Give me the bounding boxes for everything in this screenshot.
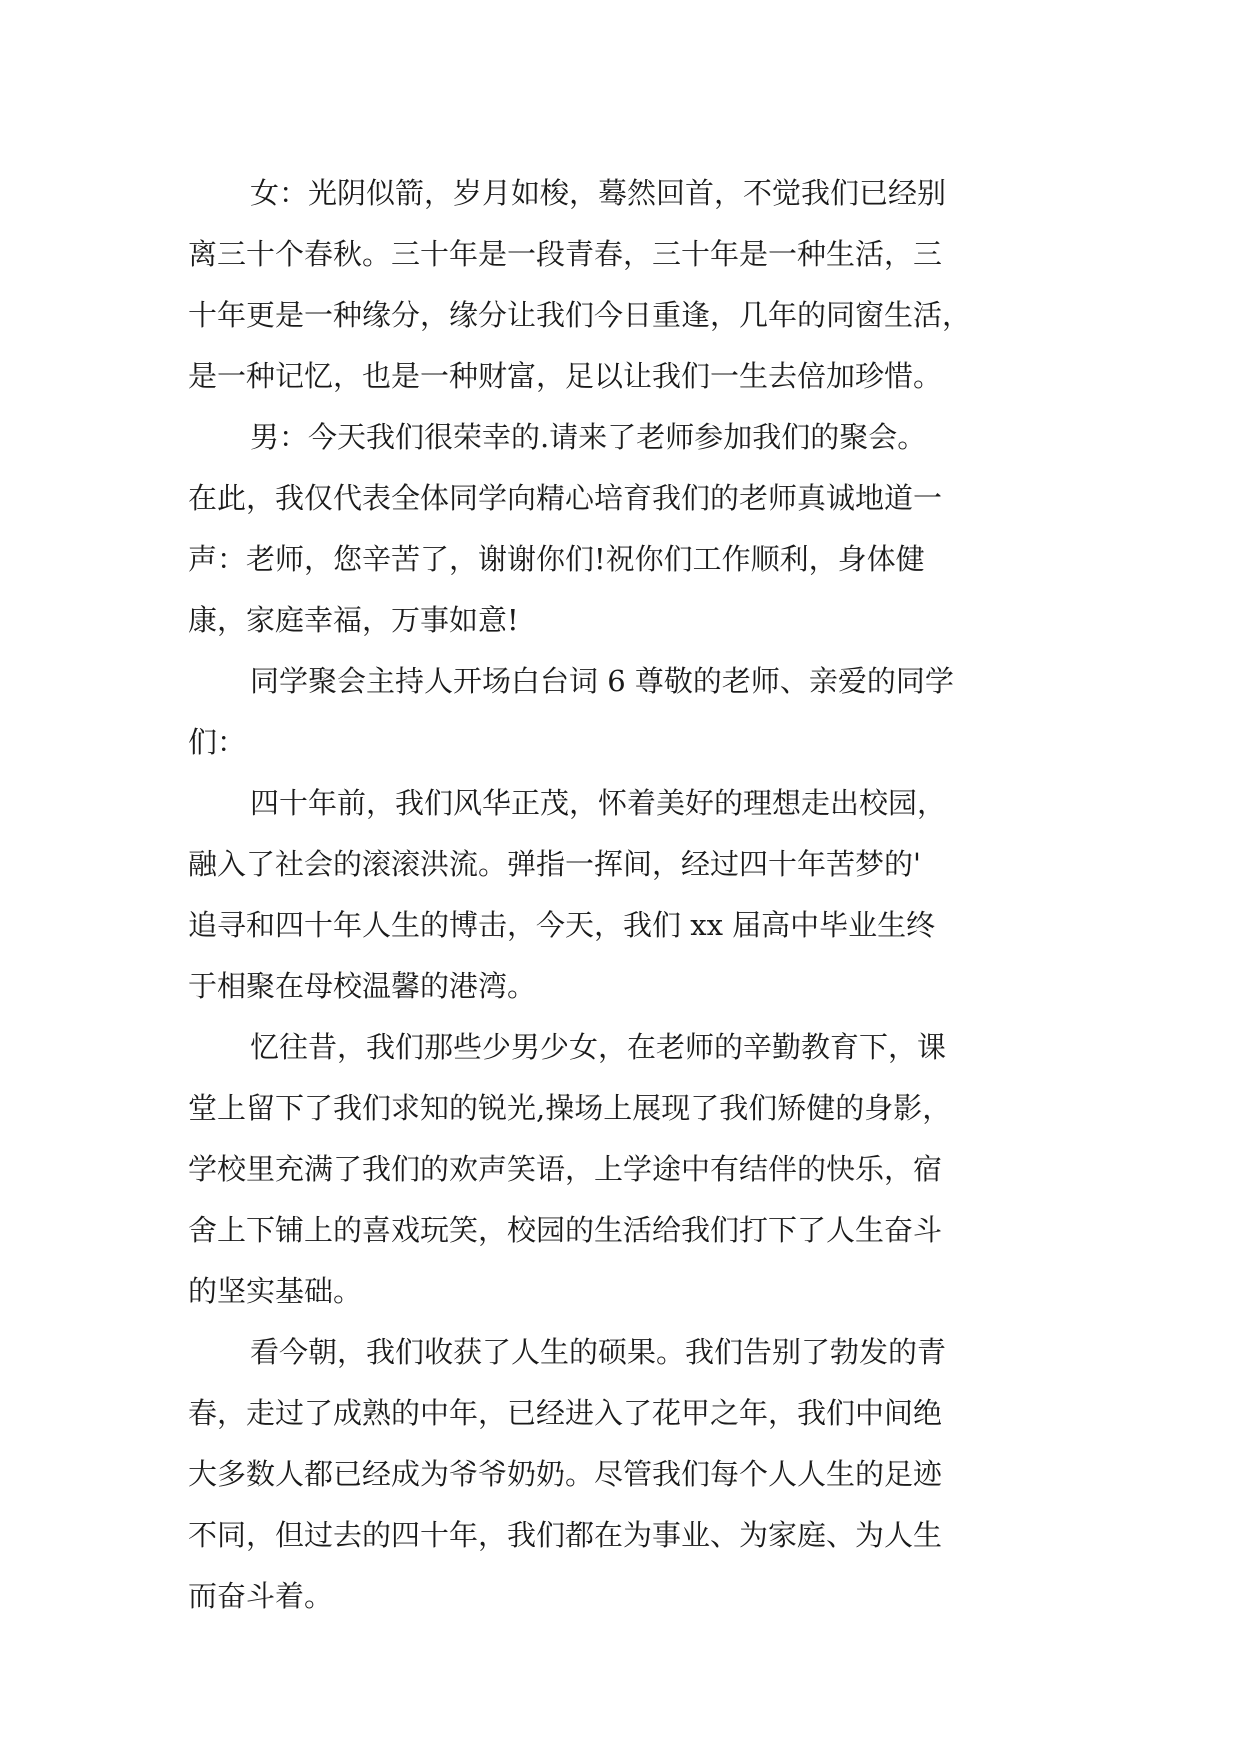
text-line: 舍上下铺上的喜戏玩笑，校园的生活给我们打下了人生奋斗 (188, 1213, 943, 1247)
text-line: 四十年前，我们风华正茂，怀着美好的理想走出校园， (250, 786, 947, 820)
text-line: 是一种记忆，也是一种财富，足以让我们一生去倍加珍惜。 (188, 359, 943, 393)
text-line: 在此，我仅代表全体同学向精心培育我们的老师真诚地道一 (188, 481, 943, 515)
text-line: 融入了社会的滚滚洪流。弹指一挥间，经过四十年苦梦的' (188, 847, 921, 881)
text-line: 堂上留下了我们求知的锐光,操场上展现了我们矫健的身影， (188, 1091, 952, 1125)
text-line: 们： (188, 725, 247, 759)
text-line: 康，家庭幸福，万事如意! (188, 603, 519, 637)
text-line: 追寻和四十年人生的博击，今天，我们 xx 届高中毕业生终 (188, 908, 936, 942)
text-line: 同学聚会主持人开场白台词 6 尊敬的老师、亲爱的同学 (250, 664, 954, 698)
text-line: 于相聚在母校温馨的港湾。 (188, 969, 537, 1003)
text-line: 而奋斗着。 (188, 1579, 334, 1613)
document-body (188, 163, 1058, 1627)
text-line: 看今朝，我们收获了人生的硕果。我们告别了勃发的青 (250, 1335, 947, 1369)
text-line: 十年更是一种缘分，缘分让我们今日重逢，几年的同窗生活， (188, 298, 972, 332)
text-line: 的坚实基础。 (188, 1274, 363, 1308)
text-line: 女：光阴似箭，岁月如梭，蓦然回首，不觉我们已经别 (250, 176, 947, 210)
text-line: 大多数人都已经成为爷爷奶奶。尽管我们每个人人生的足迹 (188, 1457, 943, 1491)
text-line: 离三十个春秋。三十年是一段青春，三十年是一种生活，三 (188, 237, 943, 271)
text-line: 学校里充满了我们的欢声笑语，上学途中有结伴的快乐，宿 (188, 1152, 943, 1186)
text-line: 忆往昔，我们那些少男少女，在老师的辛勤教育下，课 (250, 1030, 947, 1064)
text-line: 声：老师，您辛苦了，谢谢你们!祝你们工作顺利，身体健 (188, 542, 925, 576)
text-line: 不同，但过去的四十年，我们都在为事业、为家庭、为人生 (188, 1518, 943, 1552)
text-line: 男：今天我们很荣幸的.请来了老师参加我们的聚会。 (250, 420, 927, 454)
text-line: 春，走过了成熟的中年，已经进入了花甲之年，我们中间绝 (188, 1396, 943, 1430)
